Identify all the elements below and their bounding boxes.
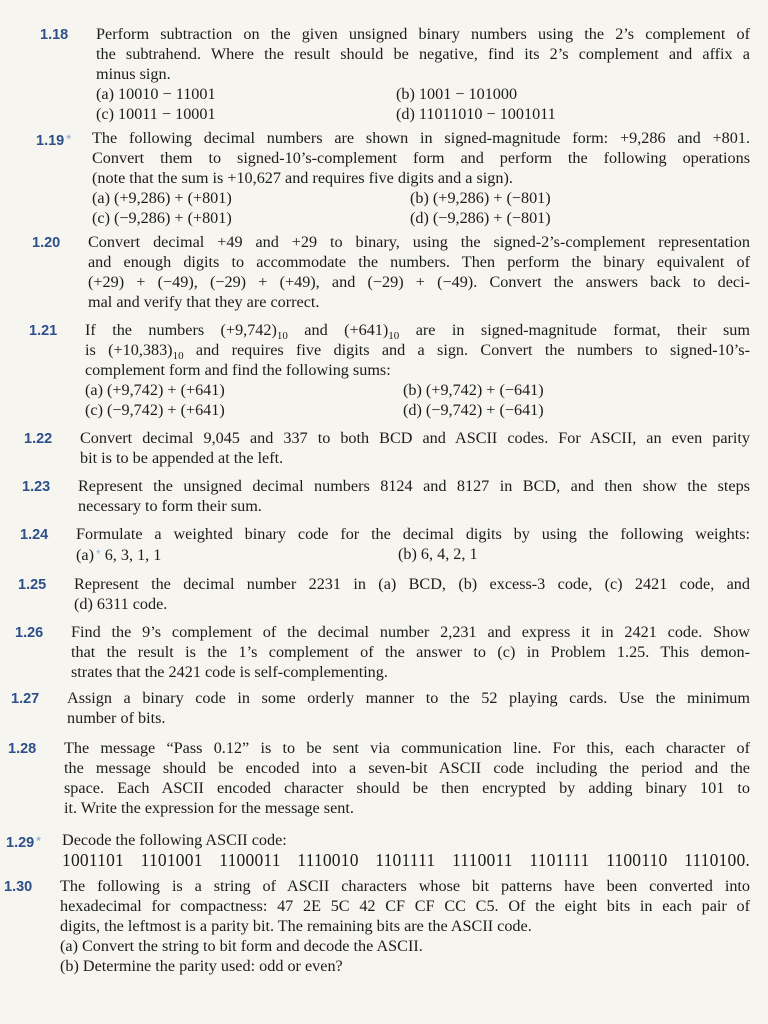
part-a: (a) * 6, 3, 1, 1 [76,546,162,564]
star-marker: * [95,547,101,561]
problem-number: 1.27 [11,691,40,707]
star-marker: * [36,834,41,848]
problem-text-line: The following decimal numbers are shown in signed-magnitude form: +9,286 and +801. [92,129,750,147]
problem-text-line: The message “Pass 0.12” is to be sent via communication line. For this, each character of [64,739,750,757]
problem-number: 1.21 [29,323,58,339]
part-b: (b) (+9,286) + (−801) [410,189,551,207]
problem-1-23 [22,476,750,516]
problem-text-line: that the result is the 1’s complement of the answer to (c) in Problem 1.25. This demon- [71,643,750,661]
star-marker: * [66,132,71,146]
problem-1-24 [20,524,750,565]
part-a: (a) (+9,286) + (+801) [92,189,232,207]
problem-text-line: Represent the unsigned decimal numbers 8124 and 8127 in BCD, and then show the steps [78,477,750,495]
problem-text-line: The following is a string of ASCII characters whose bit patterns have been converted into [60,877,750,895]
problem-text-line: (+29) + (−49), (−29) + (+49), and (−29) + (−49). Convert the answers back to deci- [88,273,750,291]
problem-number-text: 1.19 [36,133,65,149]
problem-text-line: strates that the 2421 code is self-complementing. [71,663,388,681]
problem-subpart-b: (b) Determine the parity used: odd or even? [60,957,343,975]
problem-number-text: 1.29 [6,835,35,851]
part-d: (d) (−9,286) + (−801) [410,209,551,227]
problem-text-line: bit is to be appended at the left. [80,449,284,467]
problem-text-line: (note that the sum is +10,627 and requires five digits and a sign). [92,169,513,187]
problem-number: 1.28 [8,741,37,757]
problem-number: 1.25 [18,577,47,593]
problem-parts-row [85,400,750,420]
problem-number: 1.22 [24,431,53,447]
problem-parts-row [85,380,750,400]
problem-text-line: it. Write the expression for the message sent. [64,799,354,817]
part-c: (c) (−9,286) + (+801) [92,209,232,227]
problem-1-25 [18,574,750,614]
problem-text-line: minus sign. [96,65,171,83]
problem-text-line: digits, the leftmost is a parity bit. The remaining bits are the ASCII code. [60,917,532,935]
problem-1-29 [6,830,750,870]
problem-text-line: is $(+10,383)_{10}$ and requires five digits and a sign. Convert the numbers to signed-10’s- [85,341,750,363]
problem-1-30 [4,876,750,976]
problem-subpart-a: (a) Convert the string to bit form and decode the ASCII. [60,937,423,955]
part-d: (d) (−9,742) + (−641) [403,401,544,419]
ascii-code-string: 1001101 1101001 1100011 1110010 1101111 1110011 1101111 1100110 1110100. [62,850,750,870]
problem-text-line: complement form and find the following sums: [85,361,391,379]
problem-text-line: the subtrahend. Where the result should be negative, find its 2’s complement and affix a [96,45,750,63]
part-a: (a) (+9,742) + (+641) [85,381,225,399]
part-b: (b) 1001 − 101000 [396,85,518,103]
problem-text-line: and enough digits to accommodate the numbers. Then perform the binary equivalent of [88,253,750,271]
problem-number [6,831,60,853]
problem-1-26 [15,622,750,682]
part-c: (c) 10011 − 10001 [96,105,216,123]
problem-parts-row [92,188,750,208]
part-b: (b) 6, 4, 2, 1 [398,545,478,563]
problem-parts-row [92,208,750,228]
part-a: (a) 10010 − 11001 [96,85,216,103]
problem-1-20 [32,232,750,312]
problem-number: 1.24 [20,527,49,543]
problem-text-line: Convert them to signed-10’s-complement form and perform the following operations [92,149,750,167]
problem-1-19 [36,128,750,228]
problem-text-line: Represent the decimal number 2231 in (a) BCD, (b) excess-3 code, (c) 2421 code, and [74,575,750,593]
problem-text-line: If the numbers $(+9,742)_{10}$ and $(+641)_{10}$ are in signed-magnitude format, their sum [85,321,750,343]
problem-text-line: Find the 9’s complement of the decimal number 2,231 and express it in 2421 code. Show [71,623,750,641]
problem-parts-row [96,84,750,104]
part-c: (c) (−9,742) + (+641) [85,401,225,419]
problem-text-line: hexadecimal for compactness: 47 2E 5C 42 CF CF CC C5. Of the eight bits in each pair of [60,897,750,915]
problem-number: 1.23 [22,479,51,495]
problem-text-line: mal and verify that they are correct. [88,293,320,311]
problem-text-line: necessary to form their sum. [78,497,262,515]
problem-text-line: Assign a binary code in some orderly manner to the 52 playing cards. Use the minimum [67,689,750,707]
problem-1-21 [29,320,750,420]
problem-text-line: Perform subtraction on the given unsigned binary numbers using the 2’s complement of [96,25,750,43]
problem-text-line: Convert decimal 9,045 and 337 to both BCD and ASCII codes. For ASCII, an even parity [80,429,750,447]
problem-number: 1.20 [32,235,61,251]
problem-text-line: (d) 6311 code. [74,595,168,613]
problem-text-line: space. Each ASCII encoded character should be then encrypted by adding binary 101 to [64,779,750,797]
problem-number: 1.26 [15,625,44,641]
problem-text-line: Convert decimal +49 and +29 to binary, using the signed-2’s-complement representation [88,233,750,251]
problem-number: 1.18 [40,27,69,43]
problem-text-line: the message should be encoded into a seven-bit ASCII code including the period and the [64,759,750,777]
problem-text-line: number of bits. [67,709,166,727]
problem-1-18 [40,24,750,124]
problem-parts-row [96,104,750,124]
problem-parts-row [76,544,750,565]
problem-text-line: Formulate a weighted binary code for the decimal digits by using the following weights: [76,525,750,543]
problem-number [36,129,90,151]
part-d: (d) 11011010 − 1001011 [396,105,556,123]
problem-1-28 [8,738,750,818]
problem-1-22 [24,428,750,468]
problem-text-line: Decode the following ASCII code: [62,831,287,849]
problem-1-27 [11,688,750,728]
problem-number: 1.30 [4,879,33,895]
part-b: (b) (+9,742) + (−641) [403,381,544,399]
